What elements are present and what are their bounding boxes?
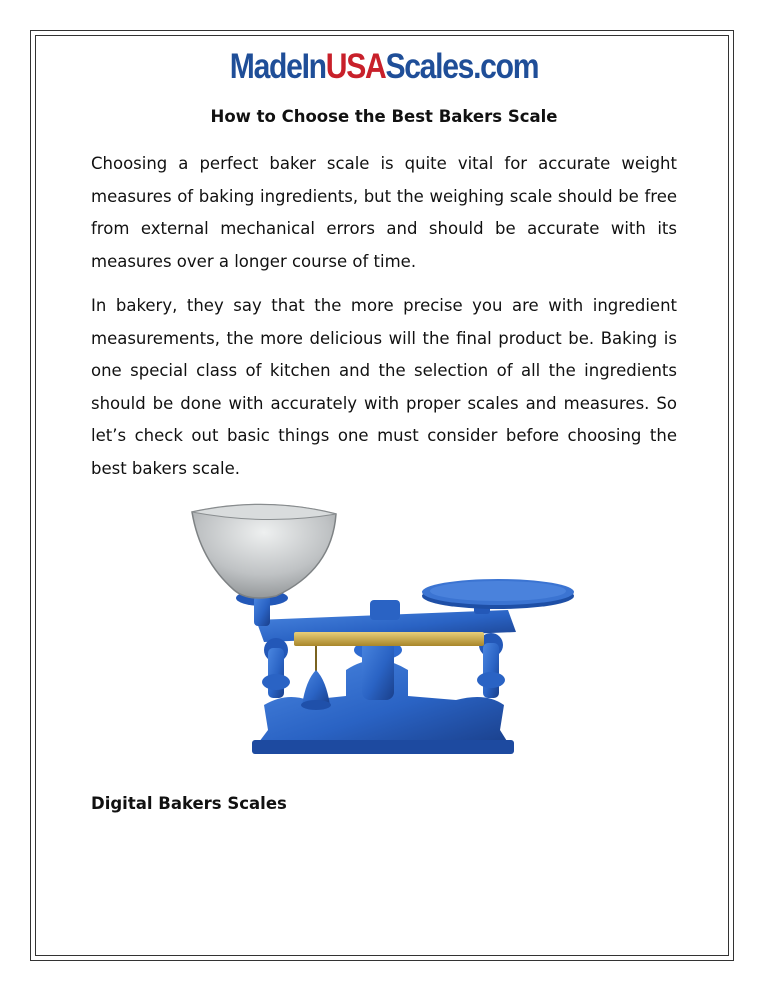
document-title: How to Choose the Best Bakers Scale xyxy=(210,107,558,126)
balance-scale-image xyxy=(186,500,578,762)
bakery-paragraph: In bakery, they say that the more precise you are with ingredient measurements, the more delicious will the final product be. Baking is one special class of kitchen and the selection of all the ingredients should be done with accurately with proper scales and measures. So let’s check out basic things one must consider before choosing the best bakers scale. xyxy=(91,296,677,478)
logo-part-madein: MadeIn xyxy=(229,47,326,86)
section-heading-digital-scales: Digital Bakers Scales xyxy=(91,794,287,813)
scale-bowl xyxy=(192,504,336,598)
logo-part-usa: USA xyxy=(325,47,386,86)
site-logo xyxy=(54,44,714,90)
scale-base xyxy=(252,640,514,754)
intro-paragraph: Choosing a perfect baker scale is quite vital for accurate weight measures of baking ingredients, but the weighing scale should be free from external mechanical errors and should be accurate with its measures over a longer course of time. xyxy=(91,154,677,271)
logo-part-scales: Scales.com xyxy=(385,47,539,86)
scale-plate xyxy=(422,579,574,614)
